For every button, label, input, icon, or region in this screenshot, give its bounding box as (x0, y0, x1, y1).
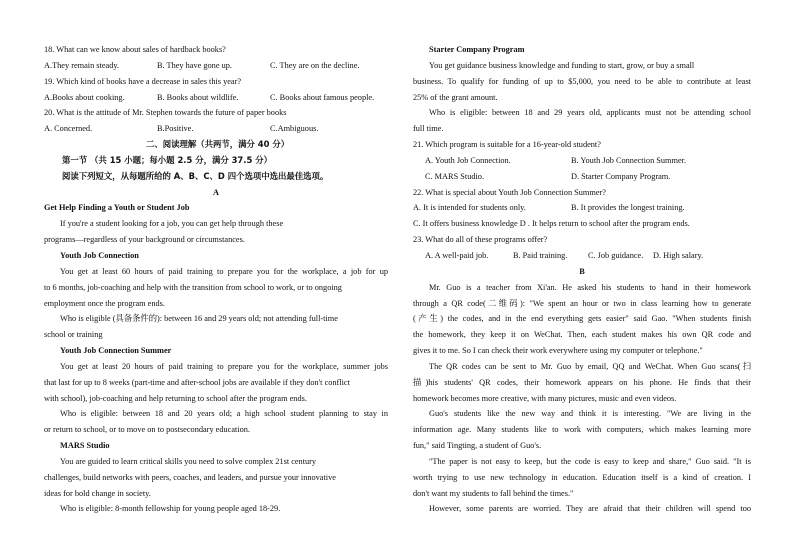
question-21-stem: 21. Which program is suitable for a 16-year-old student? (413, 140, 601, 150)
p4-body-line-1: You get guidance business knowledge and funding to start, grow, or buy a small (429, 60, 695, 70)
p2-body-line-2: that last for up to 8 weeks (part-time and after-school jobs are available if they don't conflict (44, 377, 350, 387)
program-title-starter-company: Starter Company Program (429, 45, 525, 54)
option-19-b: B. Books about wildlife. (157, 92, 239, 102)
intro-line-2: programs—regardless of your background or circumstances. (44, 235, 245, 245)
passage-b-line-7: 描)his students' QR codes, their homework appears on his phone. He finds that their (413, 377, 751, 387)
option-20-c: C.Ambiguous. (270, 124, 319, 134)
question-19-options (44, 90, 388, 106)
p3-body-line-3: ideas for bold change in society. (44, 488, 151, 498)
p3-body-line-1: You are guided to learn critical skills you need to solve complex 21st century (60, 456, 317, 466)
option-22-a: A. It is intended for students only. (413, 203, 526, 213)
option-23-b: B. Paid training. (513, 250, 568, 260)
passage-title: Get Help Finding a Youth or Student Job (44, 203, 190, 213)
question-19-stem: 19. Which kind of books have a decrease in sales this year? (44, 76, 242, 86)
left-column (44, 42, 388, 517)
p2-eligible-line-1: Who is eligible: between 18 and 20 years old; a high school student planning to stay in (60, 409, 388, 419)
passage-b-line-9: Guo's students like the new way and think it is interesting. "We are living in the (429, 409, 751, 419)
program-title-youth-job-connection-summer: Youth Job Connection Summer (60, 346, 172, 356)
right-column (413, 42, 751, 517)
question-23-options (413, 248, 751, 264)
option-19-a: A.Books about cooking. (44, 92, 125, 102)
option-22-c-d: C. It offers business knowledge D . It helps return to school after the program ends. (413, 219, 690, 229)
p4-eligible-line-1: Who is eligible: between 18 and 29 years old, applicants must not be attending school (429, 108, 751, 118)
option-21-c: C. MARS Studio. (425, 171, 485, 181)
option-19-c: C. Books about famous people. (270, 92, 375, 102)
passage-b-line-8: homework becomes more creative, with many pictures, music and even videos. (413, 393, 677, 403)
passage-b-line-13: worth trying to use new technology in education. Education itself is a kind of creation. I (413, 472, 751, 482)
section-heading: 第一节 （共 15 小题；每小题 2.5 分，满分 37.5 分） (62, 154, 272, 165)
p4-eligible-line-2: full time. (413, 124, 444, 134)
p3-eligible: Who is eligible: 8-month fellowship for young people aged 18-29. (60, 504, 281, 514)
p1-body-line-1: You get at least 60 hours of paid training to prepare you for the workplace, a job for up (60, 266, 388, 276)
option-23-d: D. High salary. (653, 250, 704, 260)
option-18-a: A.They remain steady. (44, 60, 120, 70)
option-20-b: B.Positive. (157, 124, 194, 134)
passage-b-line-12: "The paper is not easy to keep, but the code is easy to keep and share," Guo said. "It is (429, 456, 751, 466)
instruction: 阅读下列短文，从每题所给的 A、B、C、D 四个选项中选出最佳选项。 (62, 170, 329, 181)
question-23-stem: 23. What do all of these programs offer? (413, 235, 548, 245)
p1-eligible-line-1: Who is eligible (具备条件的): between 16 and 29 years old; not attending full-time (60, 314, 338, 324)
part-heading: 二、阅读理解（共两节，满分 40 分） (146, 139, 290, 150)
option-18-b: B. They have gone up. (157, 60, 232, 70)
question-20-stem: 20. What is the attitude of Mr. Stephen towards the future of paper books (44, 108, 287, 118)
option-22-b: B. It provides the longest training. (571, 203, 685, 213)
passage-b-line-3: (产生) the codes, and in the end everything gets easier" said Gao. "When students finish (413, 314, 751, 324)
p1-body-line-3: employment once the program ends. (44, 298, 165, 308)
passage-b-line-1: Mr. Guo is a teacher from Xi'an. He asked his students to hand in their homework (429, 282, 751, 292)
p4-body-line-3: 25% of the grant amount. (413, 92, 498, 102)
question-22-stem: 22. What is special about Youth Job Connection Summer? (413, 187, 606, 197)
passage-b-line-4: the homework, they keep it on WeChat. Then, each student makes his own QR code and (413, 330, 751, 340)
question-18-options (44, 58, 388, 74)
passage-b-line-14: don't want my students to fall behind the times." (413, 488, 574, 498)
p4-body-line-2: business. To qualify for funding of up to $5,000, you need to be able to contribute at least (413, 76, 751, 86)
option-23-c: C. Job guidance. (588, 250, 644, 260)
passage-b-line-11: fun," said Tingting, a student of Guo's. (413, 441, 542, 451)
program-title-youth-job-connection: Youth Job Connection (60, 250, 139, 260)
question-22-options-row-1 (413, 200, 751, 216)
p1-body-line-2: to 6 months, job-coaching and help with the transition from school to work, or to ongoing (44, 282, 342, 292)
passage-b-line-2: through a QR code(二维码): "We spent an hour or two in class learning how to generate (413, 298, 751, 308)
p2-eligible-line-2: or return to school, or to move on to postsecondary education. (44, 425, 250, 435)
passage-b-line-5: gives it to me. So I can check their work everywhere using my computer or telephone." (413, 346, 703, 356)
passage-b-line-15: However, some parents are worried. They are afraid that their children will spend too (429, 504, 751, 514)
option-21-d: D. Starter Company Program. (571, 171, 671, 181)
question-21-options-row-2 (413, 169, 751, 185)
p2-body-line-1: You get at least 20 hours of paid training to prepare you for the workplace, summer jobs (60, 361, 388, 371)
question-20-options (44, 121, 388, 137)
p2-body-line-3: with school), job-coaching and help returning to school after the program ends. (44, 393, 307, 403)
option-20-a: A. Concerned. (44, 124, 93, 134)
question-21-options-row-1 (413, 153, 751, 169)
program-title-mars-studio: MARS Studio (60, 441, 110, 451)
passage-b-line-10: information age. Many students like to work with computers, which makes learning more (413, 425, 751, 435)
p1-eligible-line-2: school or training (44, 330, 103, 340)
option-21-b: B. Youth Job Connection Summer. (571, 155, 687, 165)
passage-letter-b: B (579, 266, 585, 276)
passage-letter-a: A (213, 187, 219, 197)
p3-body-line-2: challenges, build networks with peers, coaches, and leaders, and pursue your innovative (44, 472, 336, 482)
intro-line-1: If you're a student looking for a job, you can get help through these (60, 219, 284, 229)
option-21-a: A. Youth Job Connection. (425, 155, 511, 165)
option-18-c: C. They are on the decline. (270, 60, 360, 70)
option-23-a: A. A well-paid job. (425, 250, 489, 260)
question-18-stem: 18. What can we know about sales of hardback books? (44, 45, 226, 54)
passage-b-line-6: The QR codes can be sent to Mr. Guo by email, QQ and WeChat. When Guo scans(扫 (429, 361, 751, 371)
